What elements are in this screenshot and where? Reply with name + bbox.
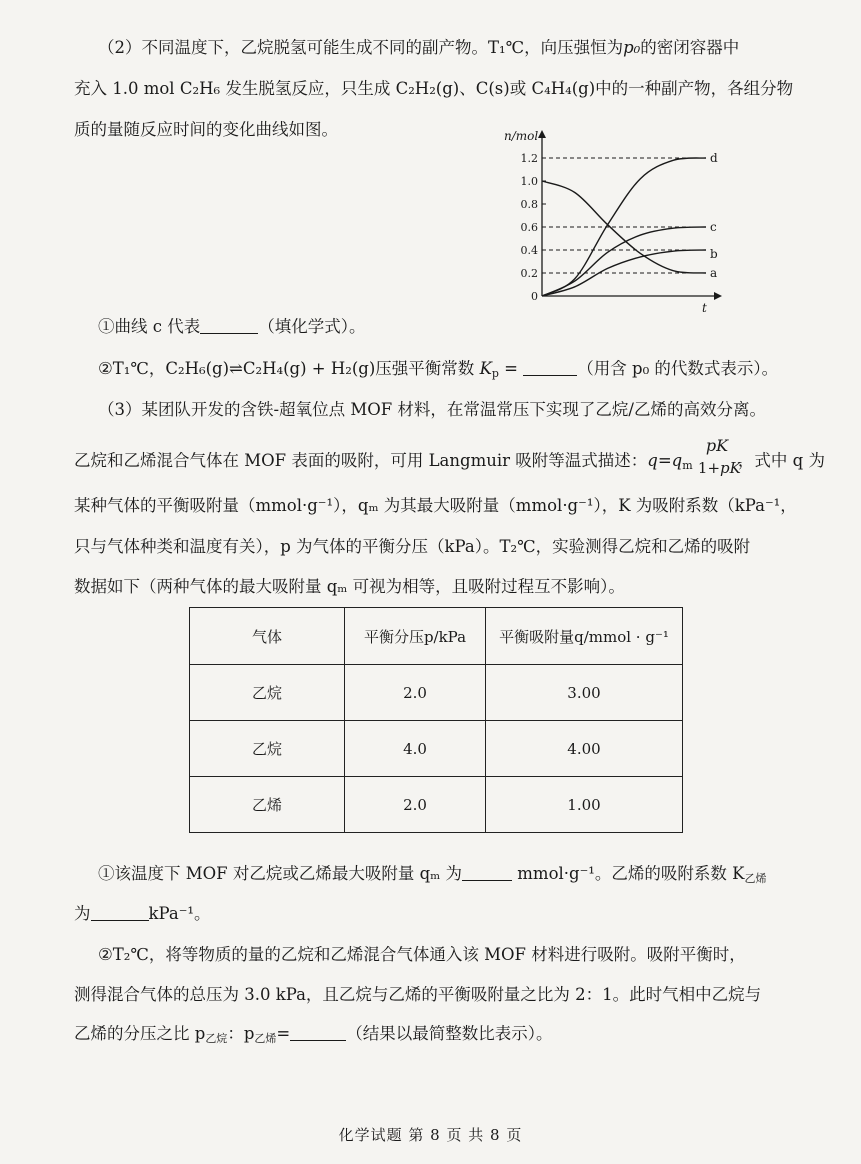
curve-label-c: c [710,220,717,234]
table-cell: 4.0 [345,721,486,777]
y-axis-label: n/mol [504,129,539,143]
section2-intro-line1: （2）不同温度下，乙烷脱氢可能生成不同的副产物。T₁℃，向压强恒为p₀的密闭容器中 [98,38,740,57]
y-axis-arrow [538,130,546,138]
section3-line4: 只与气体种类和温度有关），p 为气体的平衡分压（kPa）。T₂℃，实验测得乙烷和乙烯的吸附 [74,537,751,556]
y-tick-label: 0 [531,290,538,303]
table-header-cell: 气体 [190,608,345,665]
table-cell: 2.0 [345,777,486,833]
section2-intro-line3: 质的量随反应时间的变化曲线如图。 [74,120,338,139]
question-3-2-line2: 测得混合气体的总压为 3.0 kPa，且乙烷与乙烯的平衡吸附量之比为 2：1。此时气相中乙烷与 [74,985,762,1004]
section3-line2: 乙烷和乙烯混合气体在 MOF 表面的吸附，可用 Langmuir 吸附等温式描述：$q=q_m$ pK 1+pK ，式中 q 为 [74,436,825,477]
table-header-cell: 平衡分压p/kPa [345,608,486,665]
table-cell: 乙烷 [190,665,345,721]
x-axis-arrow [714,292,722,300]
section3-line3: 某种气体的平衡吸附量（mmol·g⁻¹），qₘ 为其最大吸附量（mmol·g⁻¹），K 为吸附系数（kPa⁻¹， [74,496,797,515]
x-axis-label: t [702,301,707,315]
curve-label-a: a [710,266,718,280]
question-2-1: ①曲线 c 代表 （填化学式）。 [98,317,366,336]
curve-label-b: b [710,247,718,261]
adsorption-table [189,607,683,833]
table-cell: 乙烷 [190,721,345,777]
answer-blank-kp[interactable] [523,359,577,376]
answer-blank-curve-c[interactable] [200,317,258,334]
question-2-2: ②T₁℃，C₂H₆(g)⇌C₂H₄(g) + H₂(g)压强平衡常数 $K_p$ = （用含 p₀ 的代数式表示）。 [98,359,779,380]
y-tick-label: 0.6 [520,221,538,234]
y-tick-label: 0.2 [520,267,538,280]
answer-blank-k-ethylene[interactable] [91,904,149,921]
table-cell: 乙烯 [190,777,345,833]
table-row [190,721,683,777]
table-cell: 4.00 [486,721,683,777]
page-footer: 化学试题 第 8 页 共 8 页 [338,1126,523,1144]
curve-label-d: d [710,151,718,165]
answer-blank-qm[interactable] [462,864,512,881]
section2-intro-line2: 充入 1.0 mol C₂H₆ 发生脱氢反应，只生成 C₂H₂(g)、C(s)或 C₄H₄(g)中的一种副产物，各组分物 [74,79,794,98]
y-tick-label: 1.2 [520,152,538,165]
question-3-1-line2: 为 kPa⁻¹。 [74,904,211,923]
section3-line5: 数据如下（两种气体的最大吸附量 qₘ 可视为相等，且吸附过程互不影响）。 [74,577,625,596]
langmuir-fraction: pK 1+pK [697,436,741,477]
y-tick-label: 0.4 [520,244,538,257]
answer-blank-pressure-ratio[interactable] [290,1024,346,1041]
section3-line1: （3）某团队开发的含铁-超氧位点 MOF 材料，在常温常压下实现了乙烷/乙烯的高效分离。 [98,400,766,419]
table-header-row [190,608,683,665]
question-3-2-line1: ②T₂℃，将等物质的量的乙烷和乙烯混合气体通入该 MOF 材料进行吸附。吸附平衡时， [98,945,746,964]
mole-time-chart [496,122,736,316]
table-cell: 1.00 [486,777,683,833]
question-3-1-line1: ①该温度下 MOF 对乙烷或乙烯最大吸附量 qₘ 为 mmol·g⁻¹。乙烯的吸附系数 $K_{乙烯}$ [98,864,767,885]
table-cell: 3.00 [486,665,683,721]
table-header-cell: 平衡吸附量q/mmol · g⁻¹ [486,608,683,665]
y-tick-label: 0.8 [520,198,538,211]
y-tick-label: 1.0 [520,175,538,188]
table-cell: 2.0 [345,665,486,721]
table-row [190,665,683,721]
question-3-2-line3: 乙烯的分压之比 $p_{乙烷}$：$p_{乙烯}=$ （结果以最简整数比表示）。 [74,1024,553,1045]
table-row [190,777,683,833]
